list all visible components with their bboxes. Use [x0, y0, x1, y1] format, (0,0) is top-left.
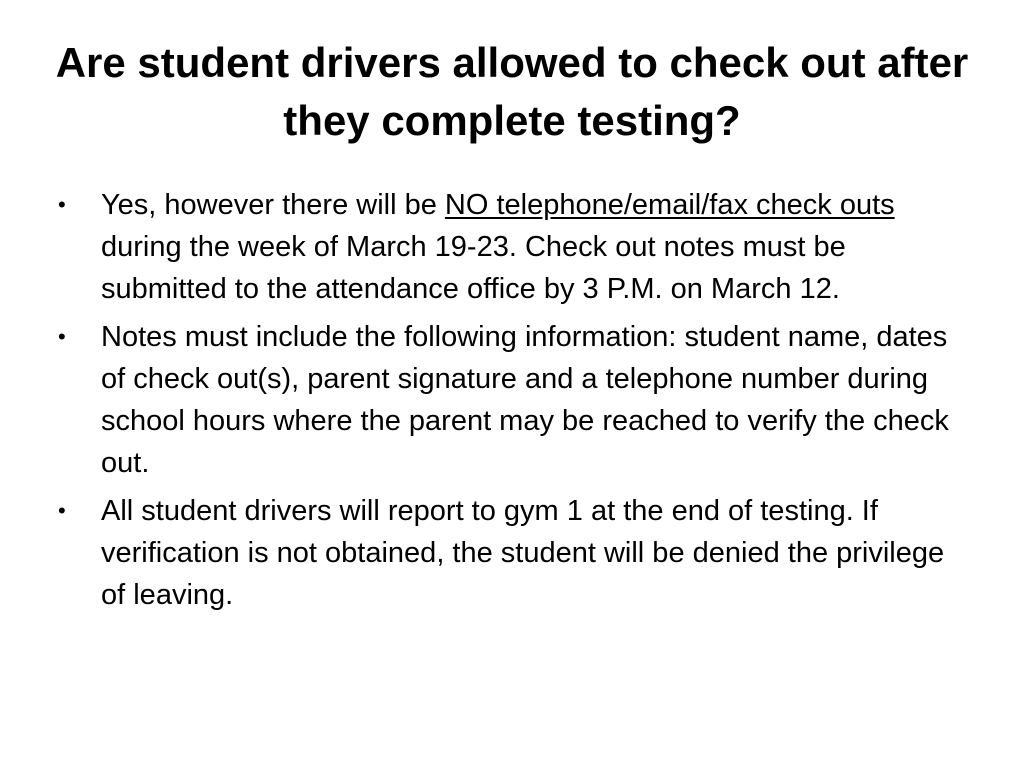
bullet-icon: •	[58, 324, 66, 349]
bullet-list	[58, 184, 958, 622]
bullet-item-check-out-policy	[58, 184, 958, 310]
slide-title: Are student drivers allowed to check out after they complete testing?	[55, 39, 969, 144]
bullet-text: Notes must include the following information: student name, dates of check out(s), parent signature and a telephone number during school hours where the parent may be reached to verify the check out.	[101, 321, 949, 479]
bullet-icon: •	[58, 192, 66, 217]
bullet-item-gym-report	[58, 490, 958, 616]
bullet-item-note-requirements	[58, 316, 958, 484]
bullet-text-emphasis: NO telephone/email/fax check outs	[444, 189, 895, 221]
bullet-text: All student drivers will report to gym 1 at the end of testing. If verification is not obtained, the student will be denied the privilege of leaving.	[101, 495, 945, 611]
bullet-icon: •	[58, 498, 66, 523]
bullet-text-details: during the week of March 19-23. Check out notes must be submitted to the attendance office by 3 P.M. on March 12.	[101, 231, 846, 305]
bullet-text-intro: Yes, however there will be	[101, 189, 445, 221]
